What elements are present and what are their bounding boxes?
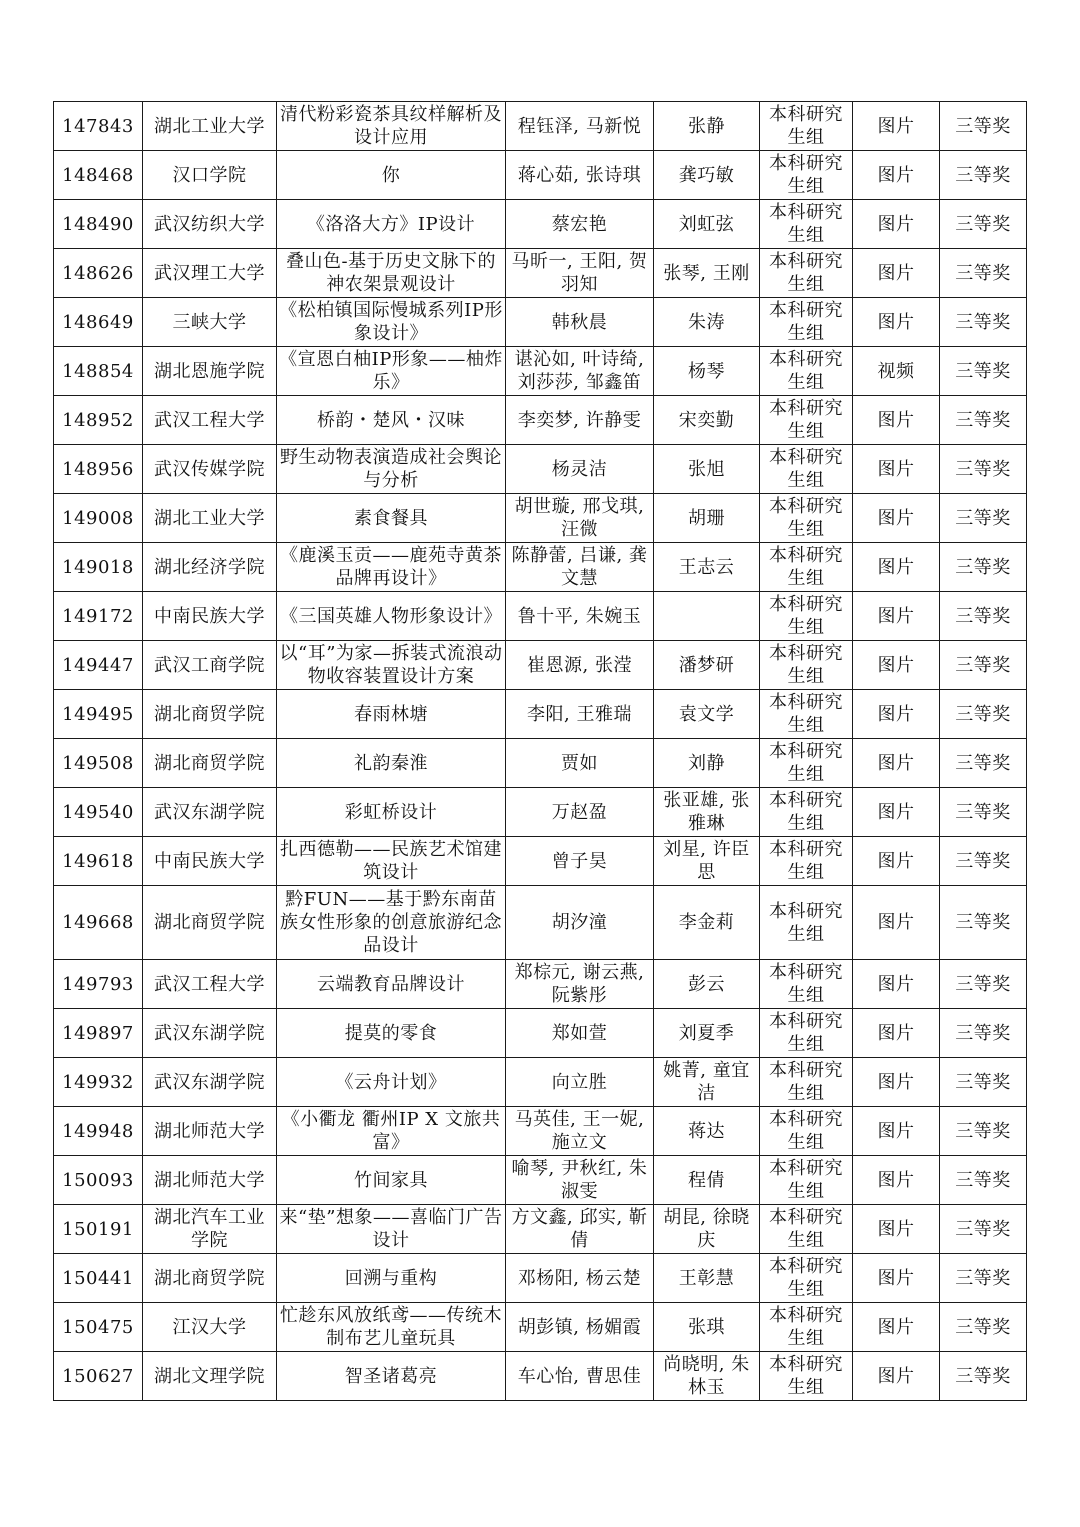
award-cell: 三等奖 [940, 445, 1027, 494]
table-row [54, 837, 1027, 886]
awards-table [53, 101, 1027, 1401]
advisor-cell: 袁文学 [654, 690, 760, 739]
title-cell: 云端教育品牌设计 [277, 960, 506, 1009]
school-cell: 湖北文理学院 [143, 1352, 277, 1401]
entry-id-cell: 150627 [54, 1352, 143, 1401]
entry-id-cell: 149172 [54, 592, 143, 641]
school-cell: 武汉工程大学 [143, 396, 277, 445]
entry-id-cell: 147843 [54, 102, 143, 151]
title-cell: 智圣诸葛亮 [277, 1352, 506, 1401]
type-cell: 图片 [853, 1352, 940, 1401]
advisor-cell: 王志云 [654, 543, 760, 592]
entry-id-cell: 149668 [54, 886, 143, 960]
advisor-cell: 杨琴 [654, 347, 760, 396]
group-cell: 本科研究生组 [760, 837, 853, 886]
group-cell: 本科研究生组 [760, 1009, 853, 1058]
type-cell: 图片 [853, 641, 940, 690]
table-row [54, 543, 1027, 592]
authors-cell: 鲁十平, 朱婉玉 [506, 592, 654, 641]
award-cell: 三等奖 [940, 1205, 1027, 1254]
award-cell: 三等奖 [940, 347, 1027, 396]
entry-id-cell: 150191 [54, 1205, 143, 1254]
entry-id-cell: 148854 [54, 347, 143, 396]
authors-cell: 谌沁如, 叶诗绮, 刘莎莎, 邹鑫笛 [506, 347, 654, 396]
title-cell: 春雨林塘 [277, 690, 506, 739]
table-row [54, 494, 1027, 543]
entry-id-cell: 149897 [54, 1009, 143, 1058]
school-cell: 武汉东湖学院 [143, 788, 277, 837]
title-cell: 礼韵秦淮 [277, 739, 506, 788]
advisor-cell: 龚巧敏 [654, 151, 760, 200]
advisor-cell: 张旭 [654, 445, 760, 494]
school-cell: 湖北商贸学院 [143, 1254, 277, 1303]
advisor-cell: 蒋达 [654, 1107, 760, 1156]
title-cell: 《鹿溪玉贡——鹿苑寺黄茶品牌再设计》 [277, 543, 506, 592]
school-cell: 湖北工业大学 [143, 102, 277, 151]
award-cell: 三等奖 [940, 886, 1027, 960]
type-cell: 图片 [853, 445, 940, 494]
authors-cell: 蒋心茹, 张诗琪 [506, 151, 654, 200]
table-row [54, 886, 1027, 960]
school-cell: 湖北商贸学院 [143, 739, 277, 788]
award-cell: 三等奖 [940, 1156, 1027, 1205]
table-row [54, 1352, 1027, 1401]
award-cell: 三等奖 [940, 200, 1027, 249]
award-cell: 三等奖 [940, 739, 1027, 788]
school-cell: 湖北经济学院 [143, 543, 277, 592]
award-cell: 三等奖 [940, 1058, 1027, 1107]
type-cell: 图片 [853, 592, 940, 641]
school-cell: 湖北师范大学 [143, 1156, 277, 1205]
advisor-cell: 胡昆, 徐晓庆 [654, 1205, 760, 1254]
school-cell: 湖北汽车工业学院 [143, 1205, 277, 1254]
authors-cell: 崔恩源, 张滢 [506, 641, 654, 690]
school-cell: 武汉纺织大学 [143, 200, 277, 249]
group-cell: 本科研究生组 [760, 543, 853, 592]
authors-cell: 邓杨阳, 杨云楚 [506, 1254, 654, 1303]
type-cell: 图片 [853, 1156, 940, 1205]
entry-id-cell: 149447 [54, 641, 143, 690]
group-cell: 本科研究生组 [760, 788, 853, 837]
authors-cell: 程钰泽, 马新悦 [506, 102, 654, 151]
type-cell: 图片 [853, 690, 940, 739]
authors-cell: 马昕一, 王阳, 贺羽知 [506, 249, 654, 298]
type-cell: 图片 [853, 494, 940, 543]
type-cell: 图片 [853, 1058, 940, 1107]
title-cell: 《小衢龙 衢州IP X 文旅共富》 [277, 1107, 506, 1156]
advisor-cell: 刘夏季 [654, 1009, 760, 1058]
entry-id-cell: 149508 [54, 739, 143, 788]
school-cell: 中南民族大学 [143, 837, 277, 886]
type-cell: 图片 [853, 1303, 940, 1352]
group-cell: 本科研究生组 [760, 960, 853, 1009]
title-cell: 清代粉彩瓷茶具纹样解析及设计应用 [277, 102, 506, 151]
group-cell: 本科研究生组 [760, 1352, 853, 1401]
school-cell: 中南民族大学 [143, 592, 277, 641]
type-cell: 视频 [853, 347, 940, 396]
authors-cell: 胡汐潼 [506, 886, 654, 960]
table-row [54, 298, 1027, 347]
school-cell: 湖北师范大学 [143, 1107, 277, 1156]
authors-cell: 马英佳, 王一妮, 施立文 [506, 1107, 654, 1156]
award-cell: 三等奖 [940, 1352, 1027, 1401]
entry-id-cell: 148468 [54, 151, 143, 200]
title-cell: 叠山色-基于历史文脉下的神农架景观设计 [277, 249, 506, 298]
award-cell: 三等奖 [940, 151, 1027, 200]
entry-id-cell: 150475 [54, 1303, 143, 1352]
entry-id-cell: 149618 [54, 837, 143, 886]
title-cell: 黔FUN——基于黔东南苗族女性形象的创意旅游纪念品设计 [277, 886, 506, 960]
advisor-cell: 姚菁, 童宜洁 [654, 1058, 760, 1107]
advisor-cell: 刘虹弦 [654, 200, 760, 249]
advisor-cell: 胡珊 [654, 494, 760, 543]
entry-id-cell: 148956 [54, 445, 143, 494]
authors-cell: 杨灵洁 [506, 445, 654, 494]
group-cell: 本科研究生组 [760, 1303, 853, 1352]
authors-cell: 胡彭镇, 杨媚霞 [506, 1303, 654, 1352]
title-cell: 《洛洛大方》IP设计 [277, 200, 506, 249]
group-cell: 本科研究生组 [760, 494, 853, 543]
group-cell: 本科研究生组 [760, 102, 853, 151]
type-cell: 图片 [853, 543, 940, 592]
group-cell: 本科研究生组 [760, 347, 853, 396]
type-cell: 图片 [853, 396, 940, 445]
table-row [54, 788, 1027, 837]
title-cell: 回溯与重构 [277, 1254, 506, 1303]
entry-id-cell: 149495 [54, 690, 143, 739]
advisor-cell: 李金莉 [654, 886, 760, 960]
group-cell: 本科研究生组 [760, 1156, 853, 1205]
entry-id-cell: 149540 [54, 788, 143, 837]
title-cell: 《三国英雄人物形象设计》 [277, 592, 506, 641]
type-cell: 图片 [853, 788, 940, 837]
advisor-cell: 宋奕勤 [654, 396, 760, 445]
school-cell: 武汉工程大学 [143, 960, 277, 1009]
advisor-cell: 张琪 [654, 1303, 760, 1352]
entry-id-cell: 150441 [54, 1254, 143, 1303]
group-cell: 本科研究生组 [760, 1205, 853, 1254]
school-cell: 湖北恩施学院 [143, 347, 277, 396]
award-cell: 三等奖 [940, 1107, 1027, 1156]
award-cell: 三等奖 [940, 837, 1027, 886]
entry-id-cell: 148952 [54, 396, 143, 445]
table-row [54, 592, 1027, 641]
type-cell: 图片 [853, 837, 940, 886]
school-cell: 汉口学院 [143, 151, 277, 200]
table-body [54, 102, 1027, 1401]
award-cell: 三等奖 [940, 641, 1027, 690]
advisor-cell: 彭云 [654, 960, 760, 1009]
group-cell: 本科研究生组 [760, 592, 853, 641]
table-row [54, 200, 1027, 249]
authors-cell: 李奕梦, 许静雯 [506, 396, 654, 445]
title-cell: 你 [277, 151, 506, 200]
authors-cell: 方文鑫, 邱实, 靳倩 [506, 1205, 654, 1254]
authors-cell: 曾子昊 [506, 837, 654, 886]
title-cell: 扎西德勒——民族艺术馆建筑设计 [277, 837, 506, 886]
table-row [54, 1009, 1027, 1058]
type-cell: 图片 [853, 1254, 940, 1303]
award-cell: 三等奖 [940, 102, 1027, 151]
advisor-cell: 尚晓明, 朱林玉 [654, 1352, 760, 1401]
advisor-cell: 张琴, 王刚 [654, 249, 760, 298]
table-row [54, 1205, 1027, 1254]
title-cell: 提莫的零食 [277, 1009, 506, 1058]
authors-cell: 贾如 [506, 739, 654, 788]
entry-id-cell: 149018 [54, 543, 143, 592]
title-cell: 桥韵・楚风・汉味 [277, 396, 506, 445]
award-cell: 三等奖 [940, 1303, 1027, 1352]
award-cell: 三等奖 [940, 543, 1027, 592]
advisor-cell: 刘星, 许臣思 [654, 837, 760, 886]
title-cell: 《松柏镇国际慢城系列IP形象设计》 [277, 298, 506, 347]
table-row [54, 396, 1027, 445]
table-row [54, 1156, 1027, 1205]
table-row [54, 739, 1027, 788]
advisor-cell: 王彰慧 [654, 1254, 760, 1303]
table-row [54, 102, 1027, 151]
table-row [54, 1254, 1027, 1303]
entry-id-cell: 148649 [54, 298, 143, 347]
entry-id-cell: 149932 [54, 1058, 143, 1107]
group-cell: 本科研究生组 [760, 690, 853, 739]
school-cell: 湖北工业大学 [143, 494, 277, 543]
group-cell: 本科研究生组 [760, 445, 853, 494]
authors-cell: 韩秋晨 [506, 298, 654, 347]
table-row [54, 1303, 1027, 1352]
table-row [54, 445, 1027, 494]
award-cell: 三等奖 [940, 960, 1027, 1009]
authors-cell: 李阳, 王雅瑞 [506, 690, 654, 739]
entry-id-cell: 149008 [54, 494, 143, 543]
group-cell: 本科研究生组 [760, 298, 853, 347]
entry-id-cell: 149793 [54, 960, 143, 1009]
authors-cell: 郑棕元, 谢云燕, 阮紫彤 [506, 960, 654, 1009]
title-cell: 《云舟计划》 [277, 1058, 506, 1107]
entry-id-cell: 150093 [54, 1156, 143, 1205]
group-cell: 本科研究生组 [760, 396, 853, 445]
type-cell: 图片 [853, 200, 940, 249]
school-cell: 武汉传媒学院 [143, 445, 277, 494]
authors-cell: 车心怡, 曹思佳 [506, 1352, 654, 1401]
type-cell: 图片 [853, 1205, 940, 1254]
group-cell: 本科研究生组 [760, 1254, 853, 1303]
entry-id-cell: 148490 [54, 200, 143, 249]
advisor-cell: 张亚雄, 张雅琳 [654, 788, 760, 837]
award-cell: 三等奖 [940, 788, 1027, 837]
group-cell: 本科研究生组 [760, 1107, 853, 1156]
table-row [54, 690, 1027, 739]
school-cell: 武汉东湖学院 [143, 1058, 277, 1107]
title-cell: 来“垫”想象——喜临门广告设计 [277, 1205, 506, 1254]
school-cell: 湖北商贸学院 [143, 886, 277, 960]
authors-cell: 蔡宏艳 [506, 200, 654, 249]
award-cell: 三等奖 [940, 1254, 1027, 1303]
table-row [54, 1107, 1027, 1156]
table-row [54, 641, 1027, 690]
title-cell: 彩虹桥设计 [277, 788, 506, 837]
advisor-cell: 刘静 [654, 739, 760, 788]
award-cell: 三等奖 [940, 494, 1027, 543]
table-row [54, 249, 1027, 298]
type-cell: 图片 [853, 739, 940, 788]
title-cell: 野生动物表演造成社会舆论与分析 [277, 445, 506, 494]
title-cell: 忙趁东风放纸鸢——传统木制布艺儿童玩具 [277, 1303, 506, 1352]
group-cell: 本科研究生组 [760, 886, 853, 960]
group-cell: 本科研究生组 [760, 200, 853, 249]
advisor-cell: 朱涛 [654, 298, 760, 347]
title-cell: 竹间家具 [277, 1156, 506, 1205]
advisor-cell: 张静 [654, 102, 760, 151]
type-cell: 图片 [853, 249, 940, 298]
entry-id-cell: 148626 [54, 249, 143, 298]
type-cell: 图片 [853, 298, 940, 347]
type-cell: 图片 [853, 151, 940, 200]
authors-cell: 向立胜 [506, 1058, 654, 1107]
group-cell: 本科研究生组 [760, 641, 853, 690]
award-cell: 三等奖 [940, 249, 1027, 298]
title-cell: 以“耳”为家—拆装式流浪动物收容装置设计方案 [277, 641, 506, 690]
table-row [54, 151, 1027, 200]
advisor-cell: 潘梦研 [654, 641, 760, 690]
authors-cell: 万赵盈 [506, 788, 654, 837]
authors-cell: 胡世璇, 邢戈琪, 汪微 [506, 494, 654, 543]
table-row [54, 960, 1027, 1009]
school-cell: 武汉理工大学 [143, 249, 277, 298]
entry-id-cell: 149948 [54, 1107, 143, 1156]
authors-cell: 陈静蕾, 吕谦, 龚文慧 [506, 543, 654, 592]
award-cell: 三等奖 [940, 690, 1027, 739]
table-row [54, 347, 1027, 396]
authors-cell: 喻琴, 尹秋红, 朱淑雯 [506, 1156, 654, 1205]
advisor-cell [654, 592, 760, 641]
group-cell: 本科研究生组 [760, 249, 853, 298]
type-cell: 图片 [853, 102, 940, 151]
advisor-cell: 程倩 [654, 1156, 760, 1205]
type-cell: 图片 [853, 960, 940, 1009]
type-cell: 图片 [853, 1107, 940, 1156]
award-cell: 三等奖 [940, 592, 1027, 641]
school-cell: 三峡大学 [143, 298, 277, 347]
school-cell: 武汉工商学院 [143, 641, 277, 690]
type-cell: 图片 [853, 886, 940, 960]
authors-cell: 郑如萱 [506, 1009, 654, 1058]
school-cell: 湖北商贸学院 [143, 690, 277, 739]
group-cell: 本科研究生组 [760, 739, 853, 788]
group-cell: 本科研究生组 [760, 151, 853, 200]
title-cell: 《宣恩白柚IP形象——柚炸乐》 [277, 347, 506, 396]
title-cell: 素食餐具 [277, 494, 506, 543]
award-cell: 三等奖 [940, 298, 1027, 347]
table-row [54, 1058, 1027, 1107]
school-cell: 江汉大学 [143, 1303, 277, 1352]
award-cell: 三等奖 [940, 396, 1027, 445]
group-cell: 本科研究生组 [760, 1058, 853, 1107]
school-cell: 武汉东湖学院 [143, 1009, 277, 1058]
type-cell: 图片 [853, 1009, 940, 1058]
award-cell: 三等奖 [940, 1009, 1027, 1058]
